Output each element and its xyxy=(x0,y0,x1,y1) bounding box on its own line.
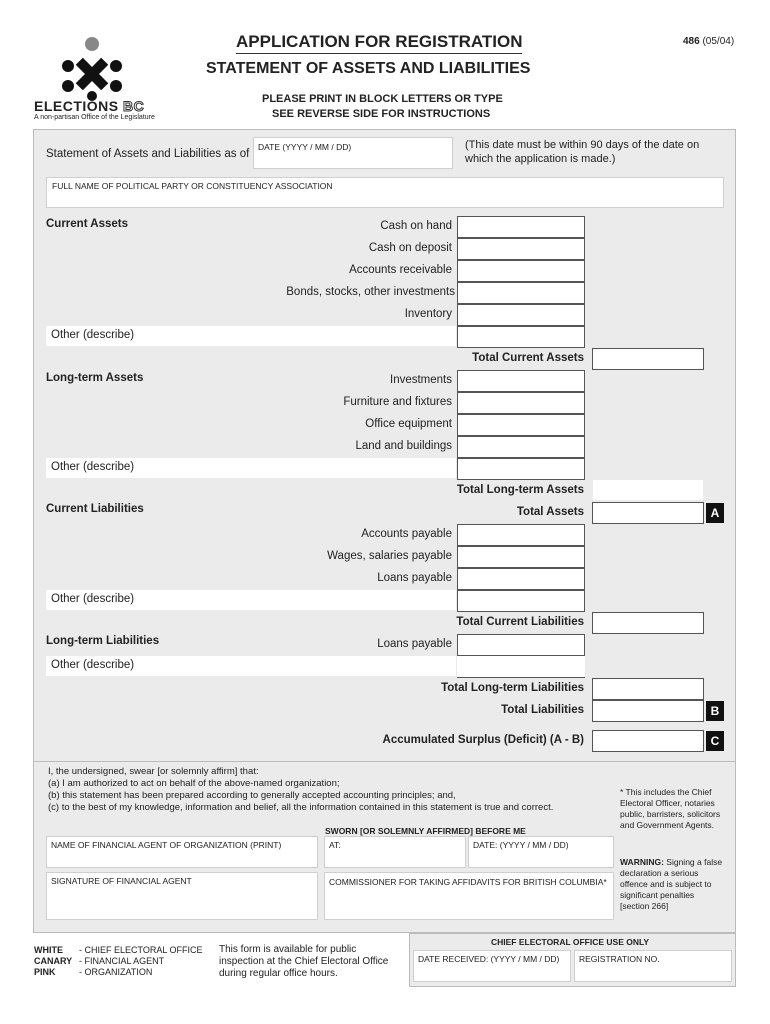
party-name-label: FULL NAME OF POLITICAL PARTY OR CONSTITUENCY ASSOCIATION xyxy=(52,181,333,191)
total-current-liabilities-input[interactable] xyxy=(592,612,704,634)
declaration-line-3: (b) this statement has been prepared according to generally accepted accounting principles; and, xyxy=(48,790,456,801)
total-longterm-liabilities-label: Total Long-term Liabilities xyxy=(441,682,584,694)
current-liabilities-other-field[interactable] xyxy=(46,590,456,610)
total-current-assets-input[interactable] xyxy=(592,348,704,370)
date-received-label: DATE RECEIVED: (YYYY / MM / DD) xyxy=(418,954,560,964)
total-current-liabilities-label: Total Current Liabilities xyxy=(456,616,584,628)
page-title: APPLICATION FOR REGISTRATION xyxy=(236,32,522,54)
investments-label: Investments xyxy=(390,374,452,386)
furniture-label: Furniture and fixtures xyxy=(343,396,452,408)
logo-name: ELECTIONS xyxy=(34,98,119,114)
print-instruction: PLEASE PRINT IN BLOCK LETTERS OR TYPE xyxy=(262,93,503,105)
statement-date-label: DATE (YYYY / MM / DD) xyxy=(258,142,352,152)
cash-on-hand-label: Cash on hand xyxy=(380,220,452,232)
copy-row xyxy=(34,945,203,956)
other-label: Other (describe) xyxy=(51,461,135,473)
declaration-line-1: I, the undersigned, swear [or solemnly affirm] that: xyxy=(48,766,259,777)
copy-row xyxy=(34,956,203,967)
total-assets-label: Total Assets xyxy=(516,506,584,518)
copy-dest: - FINANCIAL AGENT xyxy=(79,956,165,966)
sworn-date-label: DATE: (YYYY / MM / DD) xyxy=(473,840,569,850)
total-assets-input[interactable] xyxy=(592,502,704,524)
declaration-line-4: (c) to the best of my knowledge, information and belief, all the information contained in this statement is true and correct. xyxy=(48,802,554,813)
inventory-label: Inventory xyxy=(404,308,452,320)
declaration-line-2: (a) I am authorized to act on behalf of the above-named organization; xyxy=(48,778,340,789)
accounts-payable-input[interactable] xyxy=(457,524,585,546)
copy-row xyxy=(34,967,203,978)
logo-tagline: A non-partisan Office of the Legislature xyxy=(34,114,155,121)
surplus-label: Accumulated Surplus (Deficit) (A - B) xyxy=(382,734,584,746)
commissioner-footnote: * This includes the Chief Electoral Officer, notaries public, barristers, solicitors and Government Agents. xyxy=(620,787,721,830)
registration-no-label: REGISTRATION NO. xyxy=(579,954,660,964)
total-longterm-liabilities-input[interactable] xyxy=(592,678,704,700)
total-longterm-assets-label: Total Long-term Assets xyxy=(456,484,584,496)
copy-distribution xyxy=(34,945,203,978)
cash-on-deposit-label: Cash on deposit xyxy=(368,242,452,254)
loans-payable-input[interactable] xyxy=(457,568,585,590)
longterm-loans-payable-label: Loans payable xyxy=(377,638,452,650)
longterm-liabilities-heading: Long-term Liabilities xyxy=(46,635,160,647)
agent-name-label: NAME OF FINANCIAL AGENT OF ORGANIZATION (PRINT) xyxy=(51,840,282,850)
elections-bc-logo xyxy=(34,36,164,122)
other-label: Other (describe) xyxy=(51,659,135,671)
logo-suffix: BC xyxy=(123,98,145,114)
total-assets-letter: A xyxy=(706,503,724,523)
office-equipment-label: Office equipment xyxy=(365,418,452,430)
other-label: Other (describe) xyxy=(51,329,135,341)
current-assets-heading: Current Assets xyxy=(46,218,129,230)
loans-payable-label: Loans payable xyxy=(377,572,452,584)
office-equipment-input[interactable] xyxy=(457,414,585,436)
commissioner-label: COMMISSIONER FOR TAKING AFFIDAVITS FOR BRITISH COLUMBIA* xyxy=(329,877,607,887)
furniture-input[interactable] xyxy=(457,392,585,414)
longterm-assets-other-field[interactable] xyxy=(46,458,456,478)
warning-label: WARNING: xyxy=(620,857,664,867)
copy-dest: - ORGANIZATION xyxy=(79,967,153,977)
form-number xyxy=(683,36,734,47)
surplus-letter: C xyxy=(706,731,724,751)
wages-payable-label: Wages, salaries payable xyxy=(327,550,452,562)
land-buildings-input[interactable] xyxy=(457,436,585,458)
declaration-text xyxy=(48,766,553,814)
office-use-heading: CHIEF ELECTORAL OFFICE USE ONLY xyxy=(491,937,650,947)
longterm-loans-payable-input[interactable] xyxy=(457,634,585,656)
current-liabilities-heading: Current Liabilities xyxy=(46,503,144,515)
longterm-liabilities-other-input[interactable] xyxy=(457,656,585,678)
total-liabilities-letter: B xyxy=(706,701,724,721)
total-current-assets-label: Total Current Assets xyxy=(472,352,584,364)
current-assets-other-field[interactable] xyxy=(46,326,456,346)
accounts-receivable-input[interactable] xyxy=(457,260,585,282)
surplus-input[interactable] xyxy=(592,730,704,752)
current-liabilities-other-input[interactable] xyxy=(457,590,585,612)
cash-on-deposit-input[interactable] xyxy=(457,238,585,260)
page-subtitle: STATEMENT OF ASSETS AND LIABILITIES xyxy=(206,60,531,77)
agent-signature-label: SIGNATURE OF FINANCIAL AGENT xyxy=(51,876,192,886)
reverse-instruction: SEE REVERSE SIDE FOR INSTRUCTIONS xyxy=(272,108,491,120)
accounts-receivable-label: Accounts receivable xyxy=(349,264,452,276)
longterm-liabilities-other-field[interactable] xyxy=(46,656,456,676)
investments-input[interactable] xyxy=(457,370,585,392)
total-liabilities-label: Total Liabilities xyxy=(501,704,584,716)
copy-color: PINK xyxy=(34,967,56,977)
other-label: Other (describe) xyxy=(51,593,135,605)
accounts-payable-label: Accounts payable xyxy=(361,528,452,540)
total-liabilities-input[interactable] xyxy=(592,700,704,722)
bonds-stocks-input[interactable] xyxy=(457,282,585,304)
form-date: (05/04) xyxy=(702,36,735,47)
sworn-at-field[interactable] xyxy=(324,836,466,868)
availability-note: This form is available for public inspection at the Chief Electoral Office during regular office hours. xyxy=(219,944,389,979)
wages-payable-input[interactable] xyxy=(457,546,585,568)
bonds-stocks-label: Bonds, stocks, other investments xyxy=(286,286,455,298)
as-of-label: Statement of Assets and Liabilities as of xyxy=(46,148,250,160)
warning-text xyxy=(620,857,725,912)
elections-bc-emblem-icon xyxy=(34,36,164,102)
current-assets-other-input[interactable] xyxy=(457,326,585,348)
total-longterm-assets-input[interactable] xyxy=(593,480,703,500)
cash-on-hand-input[interactable] xyxy=(457,216,585,238)
land-buildings-label: Land and buildings xyxy=(355,440,452,452)
copy-color: CANARY xyxy=(34,956,73,966)
copy-color: WHITE xyxy=(34,945,63,955)
date-note: (This date must be within 90 days of the date on which the application is made.) xyxy=(465,139,700,165)
sworn-at-label: AT: xyxy=(329,840,341,850)
warning-body: Signing a false declaration a serious offence and is subject to significant penalties [section 266] xyxy=(620,857,723,911)
form-number-value: 486 xyxy=(683,36,700,47)
longterm-assets-heading: Long-term Assets xyxy=(46,372,144,384)
longterm-assets-other-input[interactable] xyxy=(457,458,585,480)
copy-dest: - CHIEF ELECTORAL OFFICE xyxy=(79,945,203,955)
sworn-label: SWORN [OR SOLEMNLY AFFIRMED] BEFORE ME xyxy=(325,826,526,836)
inventory-input[interactable] xyxy=(457,304,585,326)
